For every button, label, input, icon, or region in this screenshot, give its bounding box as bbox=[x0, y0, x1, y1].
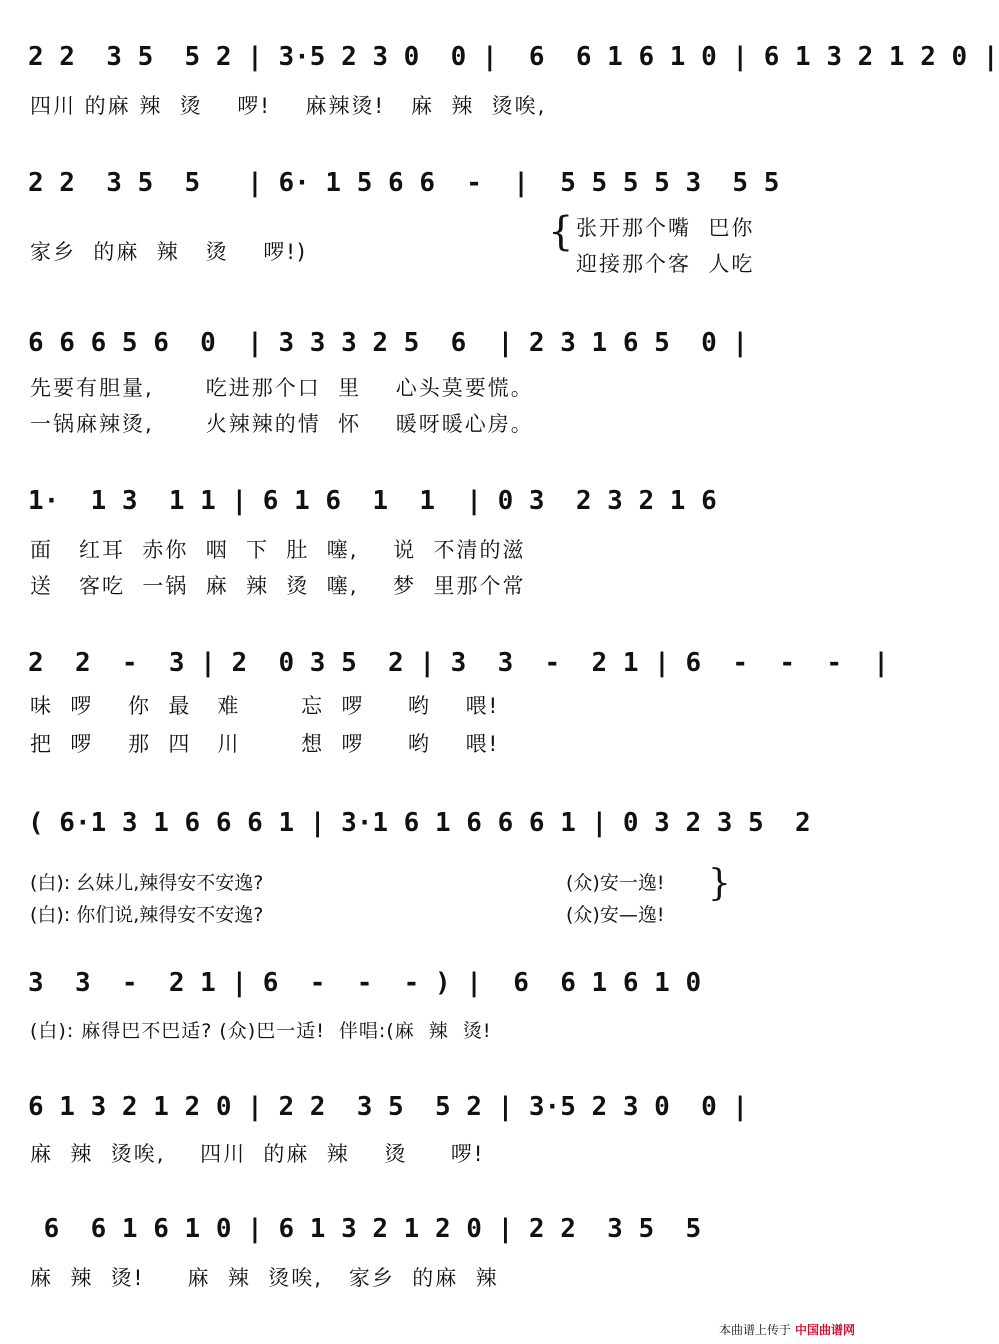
lyric-line-5-verse-2: 把 啰 那 四 川 想 啰 哟 喂! bbox=[30, 732, 500, 756]
notation-line-9: 6 6 1 6 1 0 | 6 1 3 2 1 2 0 | 2 2 3 5 5 bbox=[28, 1214, 702, 1244]
chorus-reply-1: (众)安一逸! bbox=[566, 872, 665, 894]
lyric-line-2: 家乡 的麻 辣 烫 啰!) bbox=[30, 240, 308, 264]
lyric-line-1: 四川 的麻 辣 烫 啰! 麻辣烫! 麻 辣 烫唉, bbox=[30, 94, 547, 118]
lyric-line-7: (白): 麻得巴不巴适? (众)巴一适! 伴唱:(麻 辣 烫! bbox=[30, 1020, 492, 1042]
lyric-line-2-verse-2: 迎接那个客 人吃 bbox=[576, 252, 755, 276]
site-logo[interactable]: 中国曲谱网 bbox=[794, 1323, 855, 1337]
notation-line-3: 6 6 6 5 6 0 | 3 3 3 2 5 6 | 2 3 1 6 5 0 | bbox=[28, 328, 749, 358]
footer-uploaded-text: 本曲谱上传于 bbox=[718, 1323, 791, 1337]
verse-brace: { bbox=[548, 209, 574, 255]
dialogue-line-1: (白): 幺妹儿,辣得安不安逸? bbox=[30, 872, 264, 894]
footer-credit bbox=[719, 1321, 855, 1338]
lyric-line-3-verse-1: 先要有胆量, 吃进那个口 里 心头莫要慌。 bbox=[30, 376, 534, 400]
lyric-line-5-verse-1: 味 啰 你 最 难 忘 啰 哟 喂! bbox=[30, 694, 500, 718]
dialogue-line-2: (白): 你们说,辣得安不安逸? bbox=[30, 904, 264, 926]
lyric-line-9: 麻 辣 烫! 麻 辣 烫唉, 家乡 的麻 辣 bbox=[30, 1266, 499, 1290]
notation-line-6: ( 6·1 3 1 6 6 6 1 | 3·1 6 1 6 6 6 1 | 0 3 2 3 5 2 bbox=[28, 808, 811, 838]
lyric-line-4-verse-2: 送 客吃 一锅 麻 辣 烫 噻, 梦 里那个常 bbox=[30, 574, 526, 598]
lyric-line-4-verse-1: 面 红耳 赤你 咽 下 肚 噻, 说 不清的滋 bbox=[30, 538, 526, 562]
lyric-line-8: 麻 辣 烫唉, 四川 的麻 辣 烫 啰! bbox=[30, 1142, 485, 1166]
notation-line-4: 1· 1 3 1 1 | 6 1 6 1 1 | 0 3 2 3 2 1 6 bbox=[28, 486, 717, 516]
chorus-reply-2: (众)安—逸! bbox=[566, 904, 665, 926]
lyric-line-2-verse-1: 张开那个嘴 巴你 bbox=[576, 216, 755, 240]
reply-brace: } bbox=[708, 863, 731, 904]
notation-line-8: 6 1 3 2 1 2 0 | 2 2 3 5 5 2 | 3·5 2 3 0 0 | bbox=[28, 1092, 749, 1122]
notation-line-5: 2 2 - 3 | 2 0 3 5 2 | 3 3 - 2 1 | 6 - - - | bbox=[28, 648, 889, 678]
notation-line-1: 2 2 3 5 5 2 | 3·5 2 3 0 0 | 6 6 1 6 1 0 | 6 1 3 2 1 2 0 | bbox=[28, 42, 999, 72]
lyric-line-3-verse-2: 一锅麻辣烫, 火辣辣的情 怀 暖呀暖心房。 bbox=[30, 412, 534, 436]
notation-line-2: 2 2 3 5 5 | 6· 1 5 6 6 - | 5 5 5 5 3 5 5 bbox=[28, 168, 780, 198]
notation-line-7: 3 3 - 2 1 | 6 - - - ) | 6 6 1 6 1 0 bbox=[28, 968, 702, 998]
